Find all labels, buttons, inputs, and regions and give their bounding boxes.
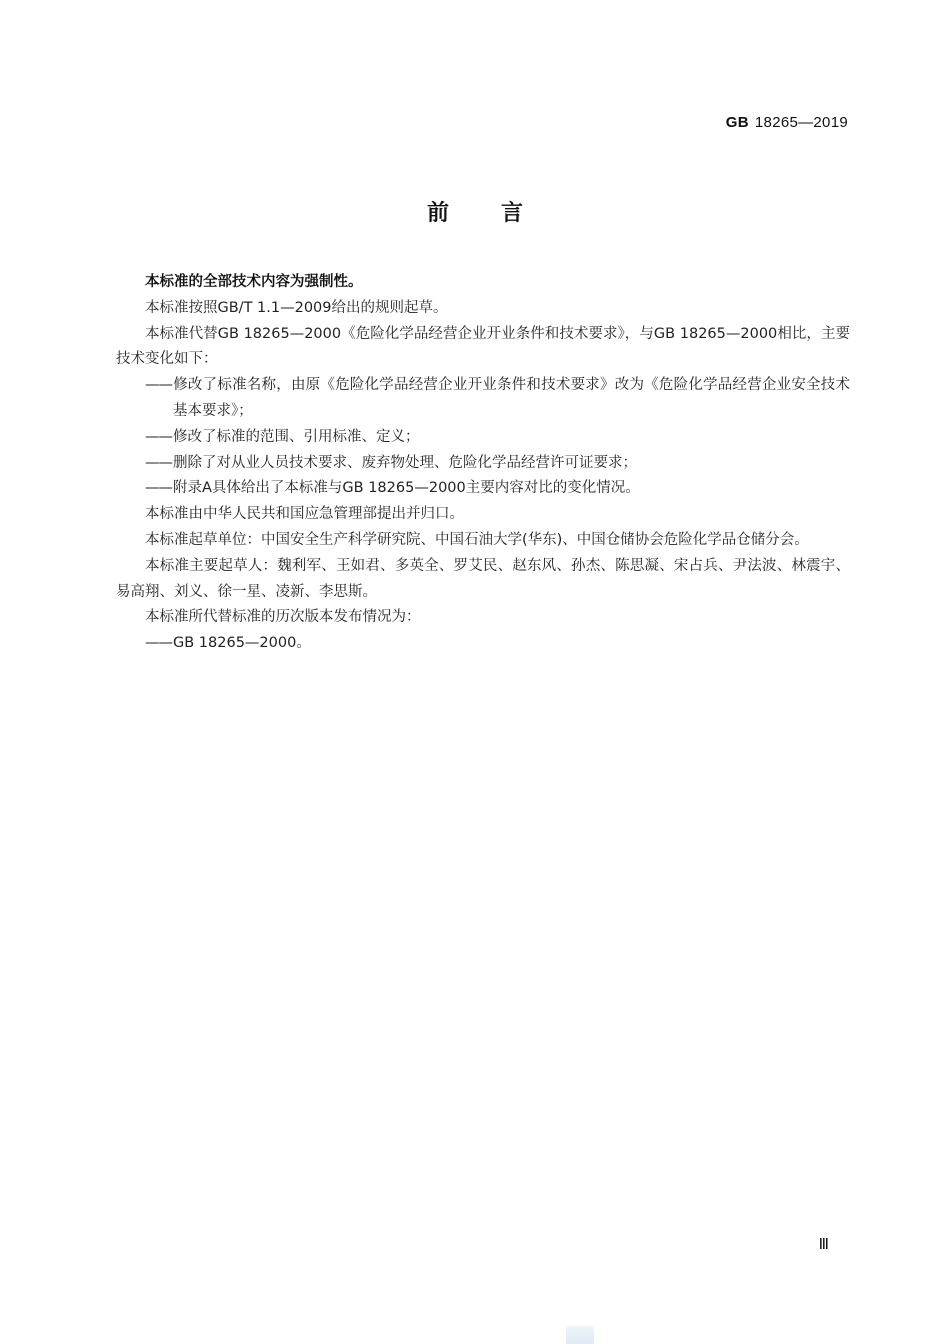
standard-code-header [726,114,848,131]
page-number: Ⅲ [818,1237,829,1253]
standard-prefix: GB [725,114,749,131]
proposer-paragraph: 本标准由中华人民共和国应急管理部提出并归口。 [145,506,464,523]
standard-number: 18265—2019 [754,114,848,131]
change-item [116,451,850,477]
change-item-text: 修改了标准名称，由原《危险化学品经营企业开业条件和技术要求》改为《危险化学品经营企业安全技术基本要求》； [173,377,850,419]
dash-mark: —— [145,480,172,497]
drafting-rules-paragraph: 本标准按照GB/T 1.1—2009给出的规则起草。 [145,299,448,316]
change-item-text: 修改了标准的范围、引用标准、定义； [173,428,420,445]
drafters-paragraph: 本标准主要起草人：魏利军、王如君、多英全、罗艾民、赵东风、孙杰、陈思凝、宋占兵、尹法波、林震宇、易高翔、刘义、徐一星、凌新、李思斯。 [116,557,850,600]
change-item [116,425,850,451]
change-item-text: 附录A具体给出了本标准与GB 18265—2000主要内容对比的变化情况。 [173,480,640,497]
page-title: 前言 [426,201,575,226]
change-item [116,476,850,502]
history-intro-paragraph: 本标准所代替标准的历次版本发布情况为： [145,609,421,626]
history-item [116,631,850,657]
change-item-text: 删除了对从业人员技术要求、废弃物处理、危险化学品经营许可证要求； [173,454,637,471]
replacement-paragraph: 本标准代替GB 18265—2000《危险化学品经营企业开业条件和技术要求》，与GB 18265—2000相比，主要技术变化如下： [116,325,850,368]
dash-mark: —— [145,428,172,445]
history-item-text: GB 18265—2000。 [173,635,311,652]
scan-watermark-mark [566,1326,594,1344]
dash-mark: —— [145,377,172,394]
foreword-body [116,270,850,657]
mandatory-statement: 本标准的全部技术内容为强制性。 [145,274,363,290]
dash-mark: —— [145,454,172,471]
change-item [116,373,850,425]
dash-mark: —— [145,635,172,652]
drafting-units-paragraph: 本标准起草单位：中国安全生产科学研究院、中国石油大学(华东)、中国仓储协会危险化学品仓储分会。 [145,531,809,548]
